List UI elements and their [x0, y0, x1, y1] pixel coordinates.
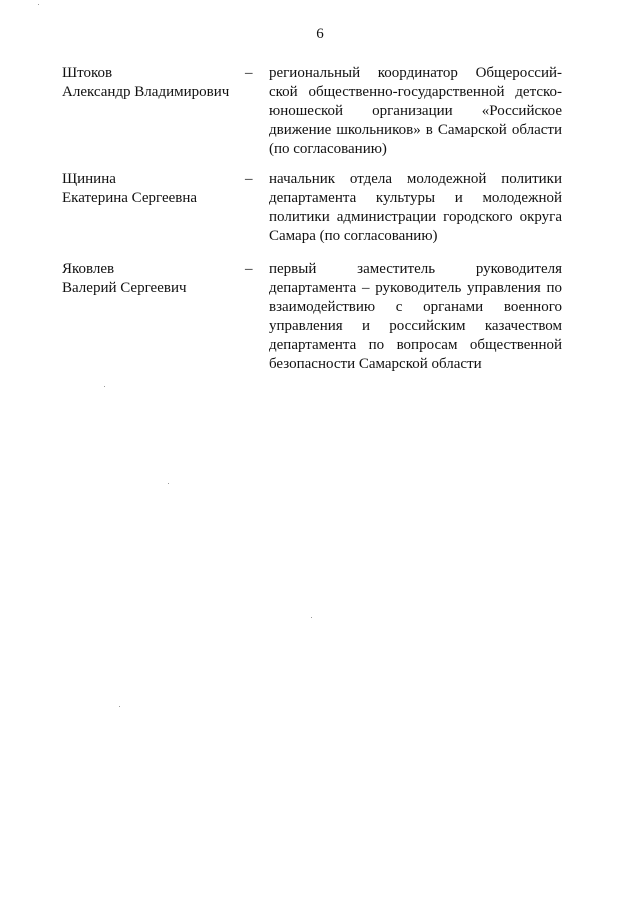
- scan-speck: [104, 386, 105, 387]
- member-surname: Щинина: [62, 171, 116, 187]
- member-given-names: Александр Владимирович: [62, 84, 230, 100]
- member-surname: Штоков: [62, 65, 113, 81]
- scan-speck: [119, 706, 120, 707]
- scan-speck: [168, 483, 169, 484]
- member-given-names: Екатерина Сергеевна: [62, 190, 198, 206]
- member-name: [62, 260, 247, 298]
- dash-separator: –: [245, 65, 253, 81]
- member-position: первый заместитель руководителя департамента – руководитель управления по взаимодействию с органами военного управления и российским казачеством департамента по вопросам общественной безопасности Самарской области: [269, 261, 562, 372]
- dash-separator: –: [245, 261, 253, 277]
- member-position: региональный координатор Общероссий-ской общественно-государственной детско-юношеской организации «Российское движение школьников» в Самарской области (по согласованию): [269, 65, 562, 157]
- page-number: 6: [316, 26, 324, 42]
- dash-separator: –: [245, 171, 253, 187]
- member-given-names: Валерий Сергеевич: [62, 280, 187, 296]
- member-position: начальник отдела молодежной политики департамента культуры и молодежной политики администрации городского округа Самара (по согласованию): [269, 171, 562, 244]
- scan-speck: [38, 4, 39, 5]
- scan-speck: [311, 617, 312, 618]
- member-name: [62, 170, 247, 208]
- member-name: [62, 64, 247, 102]
- member-surname: Яковлев: [62, 261, 115, 277]
